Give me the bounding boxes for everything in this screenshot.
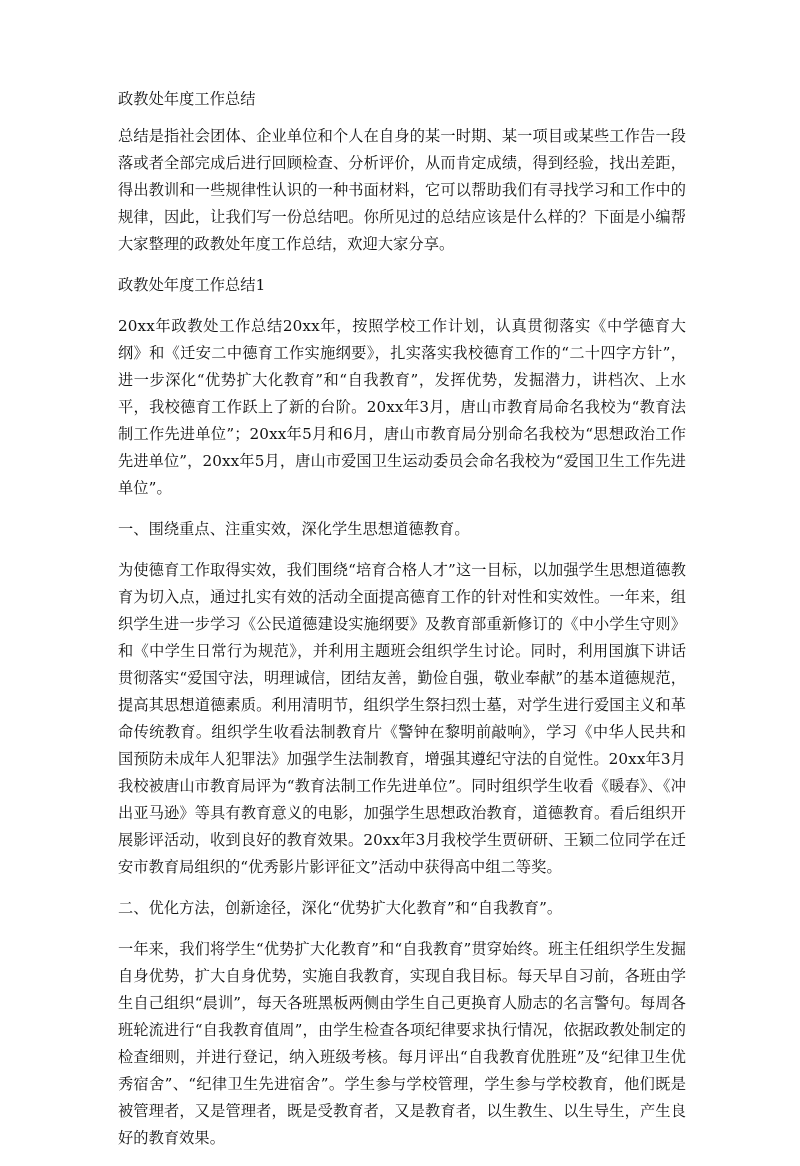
document-title: 政教处年度工作总结 bbox=[118, 90, 256, 108]
body-paragraph: 20xx年政教处工作总结20xx年，按照学校工作计划，认真贯彻落实《中学德育大纲》和《迁安二中德育工作实施纲要》，扎实落实我校德育工作的“二十四字方针”，进一步深化“优势扩大化教育”和“自我教育”，发挥优势，发掘潜力，讲档次、上水平，我校德育工作跃上了新的台阶。20xx年3月，唐山市教育局命名我校为“教育法制工作先进单位”；20xx年5月和6月，唐山市教育局分别命名我校为“思想政治工作先进单位”，20xx年5月，唐山市爱国卫生运动委员会命名我校为“爱国卫生工作先进单位”。 bbox=[118, 317, 686, 497]
section-heading: 一、围绕重点、注重实效，深化学生思想道德教育。 bbox=[118, 520, 470, 538]
body-paragraph: 为使德育工作取得实效，我们围绕“培育合格人才”这一目标，以加强学生思想道德教育为切入点，通过扎实有效的活动全面提高德育工作的针对性和实效性。一年来，组织学生进一步学习《公民道德建设实施纲要》及教育部重新修订的《中小学生守则》和《中学生日常行为规范》，并利用主题班会组织学生讨论。同时，利用国旗下讲话贯彻落实“爱国守法，明理诚信，团结友善，勤俭自强，敬业奉献”的基本道德规范，提高其思想道德素质。利用清明节，组织学生祭扫烈士墓，对学生进行爱国主义和革命传统教育。组织学生收看法制教育片《警钟在黎明前敲响》，学习《中华人民共和国预防未成年人犯罪法》加强学生法制教育，增强其遵纪守法的自觉性。20xx年3月我校被唐山市教育局评为“教育法制工作先进单位”。同时组织学生收看《暖春》、《冲出亚马逊》等具有教育意义的电影，加强学生思想政治教育，道德教育。看后组织开展影评活动，收到良好的教育效果。20xx年3月我校学生贾研研、王颖二位同学在迁安市教育局组织的“优秀影片影评征文”活动中获得高中组二等奖。 bbox=[118, 561, 686, 876]
summary-heading: 政教处年度工作总结1 bbox=[118, 276, 266, 294]
section-heading: 二、优化方法，创新途径，深化“优势扩大化教育”和“自我教育”。 bbox=[118, 899, 563, 917]
document-body bbox=[118, 86, 686, 1166]
body-paragraph: 一年来，我们将学生“优势扩大化教育”和“自我教育”贯穿始终。班主任组织学生发掘自身优势，扩大自身优势，实施自我教育，实现自我目标。每天早自习前，各班由学生自己组织“晨训”，每天各班黑板两侧由学生自己更换育人励志的名言警句。每周各班轮流进行“自我教育值周”，由学生检查各项纪律要求执行情况，依据政教处制定的检查细则，并进行登记，纳入班级考核。每月评出“自我教育优胜班”及“纪律卫生优秀宿舍”、“纪律卫生先进宿舍”。学生参与学校管理，学生参与学校教育，他们既是被管理者，又是管理者，既是受教育者，又是教育者，以生教生、以生导生，产生良好的教育效果。 bbox=[118, 940, 686, 1147]
intro-paragraph: 总结是指社会团体、企业单位和个人在自身的某一时期、某一项目或某些工作告一段落或者全部完成后进行回顾检查、分析评价，从而肯定成绩，得到经验，找出差距，得出教训和一些规律性认识的一种书面材料，它可以帮助我们有寻找学习和工作中的规律，因此，让我们写一份总结吧。你所见过的总结应该是什么样的？下面是小编帮大家整理的政教处年度工作总结，欢迎大家分享。 bbox=[118, 127, 686, 253]
